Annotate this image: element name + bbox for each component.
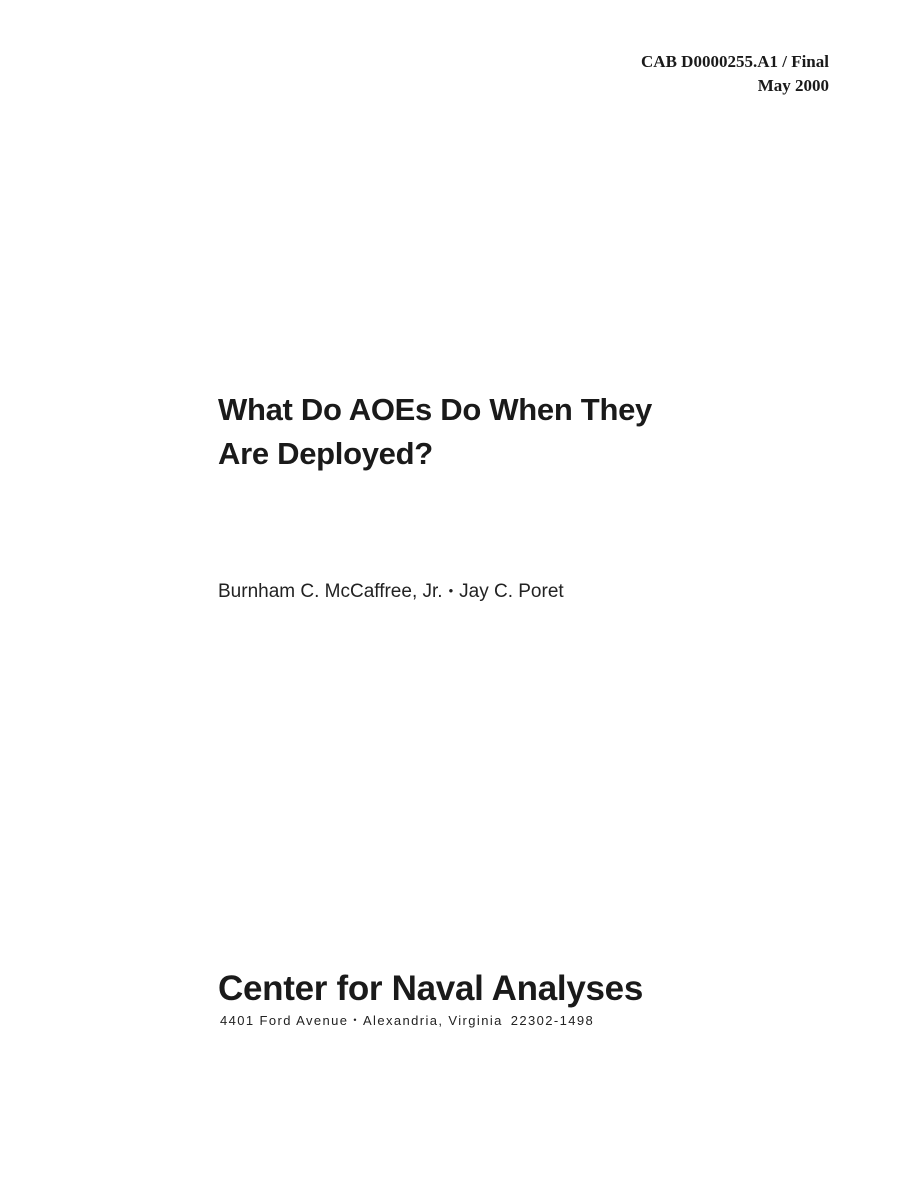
bullet-separator: • xyxy=(448,583,454,598)
address-street: 4401 Ford Avenue xyxy=(220,1013,349,1028)
report-title-line-2: Are Deployed? xyxy=(218,436,433,471)
organization-name: Center for Naval Analyses xyxy=(218,969,643,1008)
document-number: CAB D0000255.A1 / Final xyxy=(641,52,829,71)
document-date: May 2000 xyxy=(757,76,829,95)
document-meta xyxy=(641,50,829,98)
report-title-line-1: What Do AOEs Do When They xyxy=(218,392,652,427)
author-name: Burnham C. McCaffree, Jr. xyxy=(218,581,443,602)
organization-address xyxy=(220,1011,594,1030)
author-name: Jay C. Poret xyxy=(459,581,564,602)
report-title xyxy=(218,388,818,476)
address-zip: 22302-1498 xyxy=(510,1013,595,1028)
author-list xyxy=(218,578,564,605)
bullet-separator: • xyxy=(353,1015,358,1025)
address-city-state: Alexandria, Virginia xyxy=(362,1013,503,1028)
